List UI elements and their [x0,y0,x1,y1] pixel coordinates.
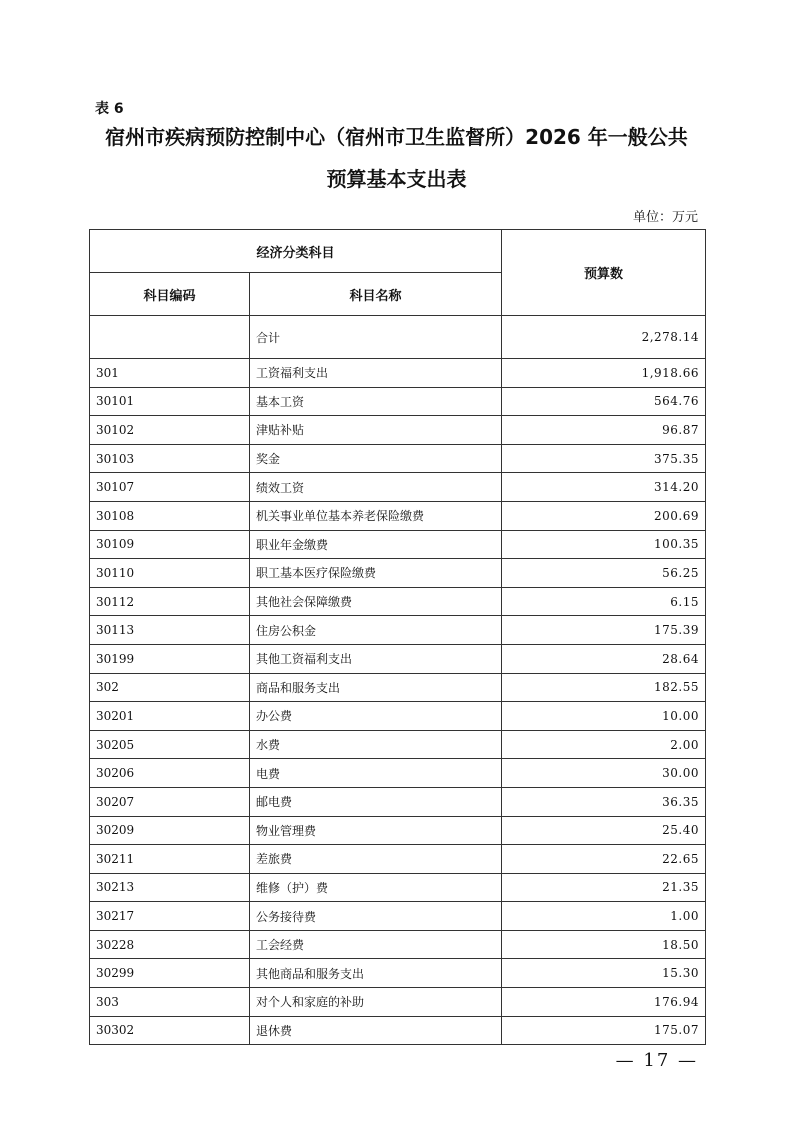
subject-name: 其他商品和服务支出 [250,959,502,988]
subject-name: 职工基本医疗保险缴费 [250,559,502,588]
subject-name: 绩效工资 [250,473,502,502]
table-row [90,444,706,473]
subject-code: 30217 [90,902,250,931]
total-code [90,316,250,359]
table-row [90,988,706,1017]
subject-code: 30112 [90,587,250,616]
subject-code: 30205 [90,730,250,759]
budget-amount: 10.00 [502,702,706,731]
header-budget-amount: 预算数 [502,230,706,316]
subject-code: 30206 [90,759,250,788]
subject-code: 30101 [90,387,250,416]
budget-amount: 1.00 [502,902,706,931]
subject-name: 职业年金缴费 [250,530,502,559]
table-row [90,473,706,502]
budget-amount: 1,918.66 [502,359,706,388]
header-subject-name: 科目名称 [250,273,502,316]
budget-amount: 2.00 [502,730,706,759]
subject-code: 301 [90,359,250,388]
budget-amount: 21.35 [502,873,706,902]
budget-amount: 56.25 [502,559,706,588]
budget-amount: 22.65 [502,845,706,874]
table-row [90,359,706,388]
subject-name: 机关事业单位基本养老保险缴费 [250,501,502,530]
unit-label: 单位：万元 [632,210,698,225]
subject-code: 303 [90,988,250,1017]
subject-code: 30302 [90,1016,250,1045]
subject-name: 津贴补贴 [250,416,502,445]
table-row [90,959,706,988]
subject-code: 30299 [90,959,250,988]
budget-amount: 200.69 [502,501,706,530]
table-row [90,530,706,559]
subject-code: 30209 [90,816,250,845]
budget-amount: 314.20 [502,473,706,502]
subject-name: 物业管理费 [250,816,502,845]
budget-table [89,229,706,1045]
subject-code: 30201 [90,702,250,731]
table-row [90,644,706,673]
subject-name: 其他工资福利支出 [250,644,502,673]
subject-name: 水费 [250,730,502,759]
subject-name: 其他社会保障缴费 [250,587,502,616]
subject-name: 工会经费 [250,930,502,959]
subject-code: 30107 [90,473,250,502]
budget-amount: 175.39 [502,616,706,645]
subject-code: 30113 [90,616,250,645]
table-row [90,816,706,845]
subject-code: 30199 [90,644,250,673]
table-row [90,873,706,902]
subject-code: 30102 [90,416,250,445]
subject-code: 30213 [90,873,250,902]
budget-amount: 36.35 [502,787,706,816]
total-name: 合计 [250,316,502,359]
table-row [90,416,706,445]
table-row [90,902,706,931]
table-row [90,759,706,788]
table-row [90,845,706,874]
subject-name: 维修（护）费 [250,873,502,902]
subject-code: 30228 [90,930,250,959]
budget-amount: 182.55 [502,673,706,702]
subject-code: 30103 [90,444,250,473]
table-row [90,387,706,416]
subject-name: 退休费 [250,1016,502,1045]
table-row [90,787,706,816]
budget-amount: 100.35 [502,530,706,559]
subject-name: 邮电费 [250,787,502,816]
budget-amount: 25.40 [502,816,706,845]
table-row [90,702,706,731]
budget-amount: 375.35 [502,444,706,473]
subject-name: 住房公积金 [250,616,502,645]
subject-name: 工资福利支出 [250,359,502,388]
total-amount: 2,278.14 [502,316,706,359]
table-row [90,930,706,959]
budget-amount: 18.50 [502,930,706,959]
subject-code: 30109 [90,530,250,559]
subject-code: 302 [90,673,250,702]
subject-code: 30108 [90,501,250,530]
page-number: — 17 — [615,1050,698,1071]
budget-amount: 96.87 [502,416,706,445]
table-row [90,1016,706,1045]
subject-code: 30211 [90,845,250,874]
table-label: 表 6 [95,101,124,117]
budget-amount: 28.64 [502,644,706,673]
table-row [90,730,706,759]
budget-amount: 15.30 [502,959,706,988]
subject-name: 基本工资 [250,387,502,416]
subject-name: 电费 [250,759,502,788]
subject-name: 对个人和家庭的补助 [250,988,502,1017]
budget-amount: 6.15 [502,587,706,616]
budget-amount: 30.00 [502,759,706,788]
table-row [90,501,706,530]
document-title-line-1: 宿州市疾病预防控制中心（宿州市卫生监督所）2026 年一般公共 [105,125,688,149]
table-row [90,673,706,702]
table-row [90,616,706,645]
subject-name: 公务接待费 [250,902,502,931]
table-row [90,559,706,588]
budget-amount: 176.94 [502,988,706,1017]
subject-name: 奖金 [250,444,502,473]
total-row [90,316,706,359]
subject-name: 商品和服务支出 [250,673,502,702]
table-row [90,587,706,616]
subject-name: 差旅费 [250,845,502,874]
budget-amount: 564.76 [502,387,706,416]
subject-name: 办公费 [250,702,502,731]
document-title-line-2: 预算基本支出表 [326,167,467,191]
header-economic-classification: 经济分类科目 [90,230,502,273]
budget-amount: 175.07 [502,1016,706,1045]
header-subject-code: 科目编码 [90,273,250,316]
header-row-group [90,230,706,273]
subject-code: 30207 [90,787,250,816]
subject-code: 30110 [90,559,250,588]
